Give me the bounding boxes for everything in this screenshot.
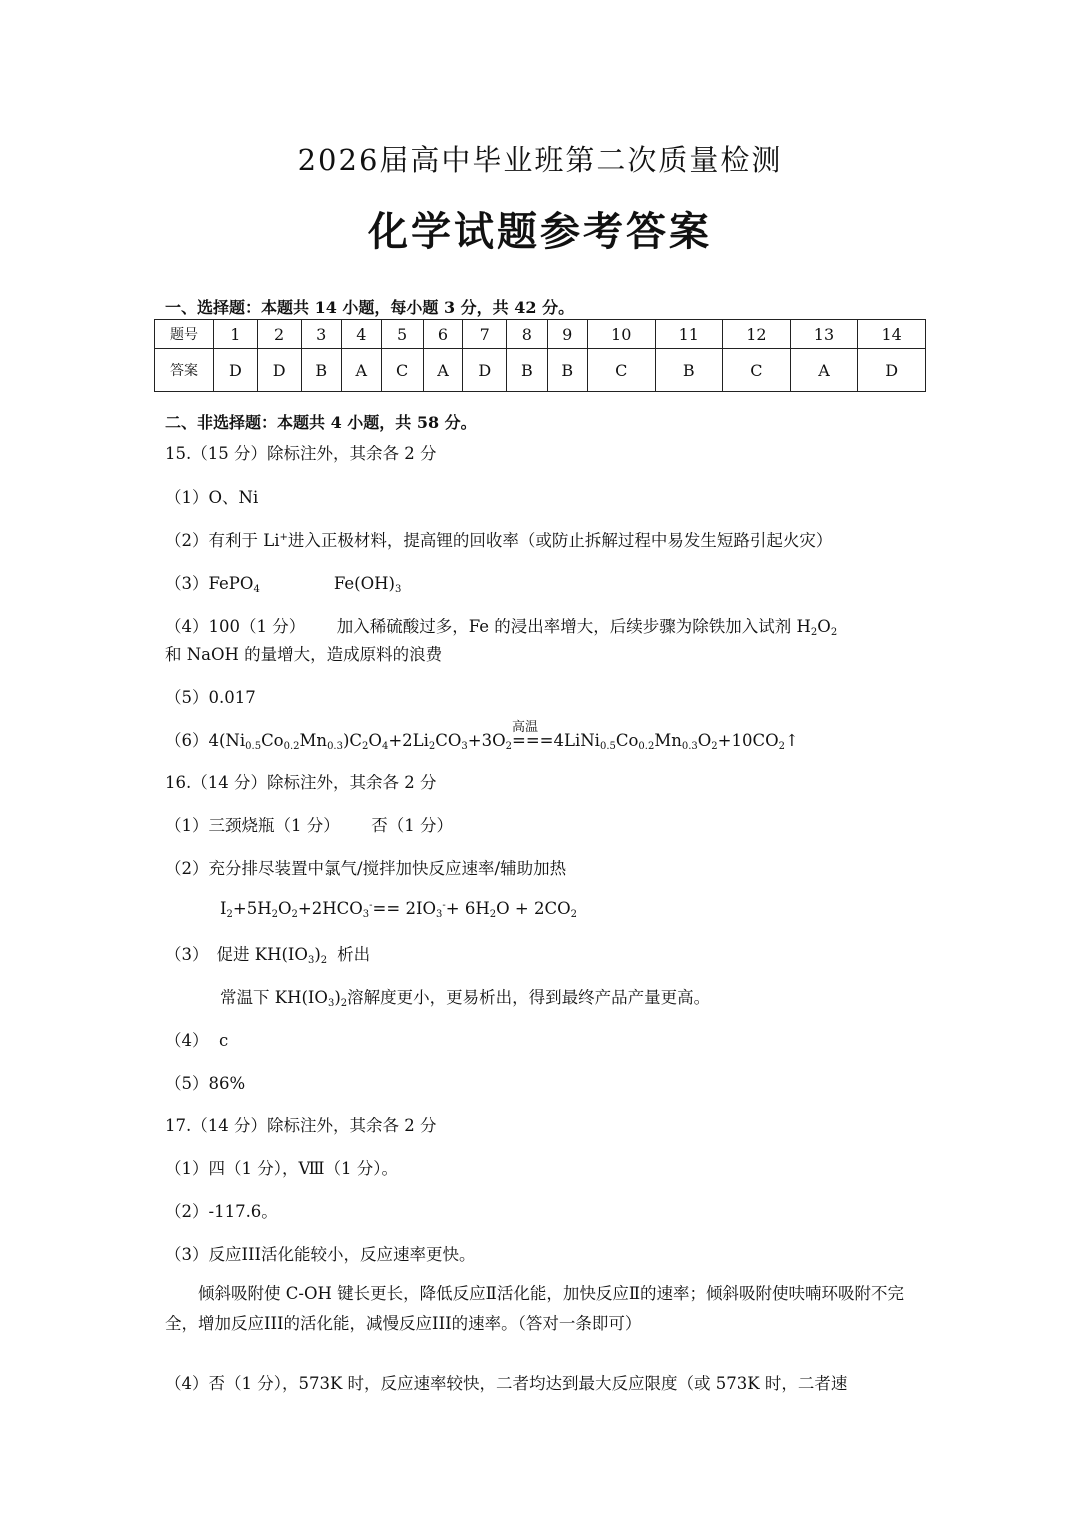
q15-header: 15.（15 分）除标注外，其余各 2 分 — [165, 444, 437, 463]
question-number-cell: 14 — [858, 320, 926, 349]
q15-answer-2 — [165, 527, 832, 551]
q15-answer-5: （5）0.017 — [165, 688, 256, 707]
answer-cell: A — [423, 349, 463, 392]
answer-cell: B — [655, 349, 723, 392]
answer-cell: B — [507, 349, 547, 392]
q16-a3-line2-post: 溶解度更小，更易析出，得到最终产品产量更高。 — [347, 988, 711, 1007]
q17-answer-4: （4）否（1 分），573K 时，反应速率较快，二者均达到最大反应限度（或 573K 时，二者速 — [165, 1374, 848, 1393]
answer-cell: B — [547, 349, 587, 392]
q15-a3-part1: FePO — [208, 574, 254, 593]
q17-answer-3: （3）反应III活化能较小，反应速率更快。 — [165, 1245, 476, 1264]
q15-a2-pre: （2）有利于 Li — [165, 531, 280, 550]
q17-answer-2: （2）-117.6。 — [165, 1202, 278, 1221]
question-number-cell: 7 — [463, 320, 507, 349]
q15-answer-1: （1）O、Ni — [165, 488, 259, 507]
q15-a4-pre: （4）100（1 分） 加入稀硫酸过多，Fe 的浸出率增大，后续步骤为除铁加入试剂 H — [165, 617, 811, 636]
row-label-numbers: 题号 — [155, 320, 214, 349]
question-number-cell: 5 — [381, 320, 423, 349]
q15-answer-6: $(6)4(Ni_{0.5}Co_{0.2}Mn_{0.3})C_2O_4+2Li_2CO_3+3O_2$ 高温 $===4LiNi_{0.5}Co_{0.2}Mn_{0.3}O_2+10CO_2↑$ — [165, 727, 799, 751]
question-number-cell: 3 — [301, 320, 341, 349]
q16-a3-line2-pre: 常温下 KH(IO — [220, 988, 328, 1007]
section1-heading: 一、选择题：本题共 14 小题，每小题 3 分，共 42 分。 — [165, 298, 575, 317]
q16-a3-sub: 3 — [307, 955, 315, 966]
exam-title: 2026届高中毕业班第二次质量检测 — [297, 143, 783, 177]
answer-cell: D — [257, 349, 301, 392]
q16-a3-sub: 3 — [327, 998, 335, 1009]
q16-a3-line1-pre: 促进 KH(IO — [216, 945, 308, 964]
q16-equation: $I_2+5H_2O_2+2HCO_3^-== 2IO_3^-+ 6H_2O + 2CO_2$ — [220, 899, 577, 920]
q15-a4-o: O — [817, 617, 831, 636]
q16-header: 16.（14 分）除标注外，其余各 2 分 — [165, 773, 437, 792]
q16-a3-paren: ) — [314, 945, 321, 964]
answer-cell: D — [858, 349, 926, 392]
answer-cell: D — [214, 349, 258, 392]
question-number-cell: 12 — [723, 320, 791, 349]
question-number-cell: 6 — [423, 320, 463, 349]
question-number-cell: 13 — [790, 320, 858, 349]
q15-a3-sub2: 3 — [394, 584, 402, 595]
q15-answer-3 — [165, 570, 401, 594]
answer-cell: A — [790, 349, 858, 392]
q16-answer-1: （1）三颈烧瓶（1 分） 否（1 分） — [165, 816, 453, 835]
q16-answer-3-explain — [220, 984, 710, 1008]
answer-table — [154, 319, 926, 392]
answer-cell: D — [463, 349, 507, 392]
q15-a3-sub1: 4 — [253, 584, 260, 595]
reaction-condition-label: 高温 — [512, 720, 539, 735]
q16-answer-5: （5）86% — [165, 1074, 246, 1093]
answer-cell: C — [723, 349, 791, 392]
gas-arrow: ↑ — [785, 731, 799, 750]
document-title: 化学试题参考答案 — [368, 208, 712, 255]
question-number-cell: 2 — [257, 320, 301, 349]
q16-answer-2: （2）充分排尽装置中氯气/搅拌加快反应速率/辅助加热 — [165, 859, 567, 878]
answer-cell: C — [587, 349, 655, 392]
question-number-cell: 8 — [507, 320, 547, 349]
q16-a3-line1-post: 析出 — [337, 945, 371, 964]
q15-a6-label: （6） — [165, 731, 209, 750]
section2-heading: 二、非选择题：本题共 4 小题，共 58 分。 — [165, 413, 477, 432]
q15-answer-4 — [165, 613, 837, 637]
q16-a3-paren: ) — [334, 988, 341, 1007]
q15-a3-part2: Fe(OH) — [333, 574, 395, 593]
answer-cell: C — [381, 349, 423, 392]
q16-answer-3 — [165, 941, 370, 965]
q17-answer-3-paragraph: 倾斜吸附使 C-OH 键长更长，降低反应Ⅱ活化能，加快反应Ⅱ的速率；倾斜吸附使呋喃环吸附不完全，增加反应III的活化能，减慢反应III的速率。（答对一条即可） — [165, 1284, 905, 1333]
row-label-answers: 答案 — [155, 349, 214, 392]
q15-a4-sub2: 2 — [830, 627, 838, 638]
q16-answer-4: （4） c — [165, 1031, 229, 1050]
question-number-cell: 1 — [214, 320, 258, 349]
q15-a3-label: （3） — [165, 574, 209, 593]
q16-a3-label: （3） — [165, 945, 209, 964]
question-number-cell: 10 — [587, 320, 655, 349]
answer-cell: B — [301, 349, 341, 392]
q15-a2-sup: + — [279, 532, 288, 543]
q17-header: 17.（14 分）除标注外，其余各 2 分 — [165, 1116, 437, 1135]
q15-a4-sub1: 2 — [810, 627, 818, 638]
answer-cell: A — [341, 349, 381, 392]
question-number-cell: 11 — [655, 320, 723, 349]
question-number-cell: 4 — [341, 320, 381, 349]
question-number-cell: 9 — [547, 320, 587, 349]
q15-a2-post: 进入正极材料，提高锂的回收率（或防止拆解过程中易发生短路引起火灾） — [287, 531, 833, 550]
q16-a3-sub: 2 — [320, 955, 328, 966]
reaction-equals: === — [512, 731, 554, 750]
q15-answer-4-cont: 和 NaOH 的量增大，造成原料的浪费 — [165, 645, 443, 664]
reaction-condition — [512, 720, 554, 750]
q17-answer-1: （1）四（1 分），Ⅷ（1 分）。 — [165, 1159, 398, 1178]
q16-a3-sub: 2 — [340, 998, 348, 1009]
